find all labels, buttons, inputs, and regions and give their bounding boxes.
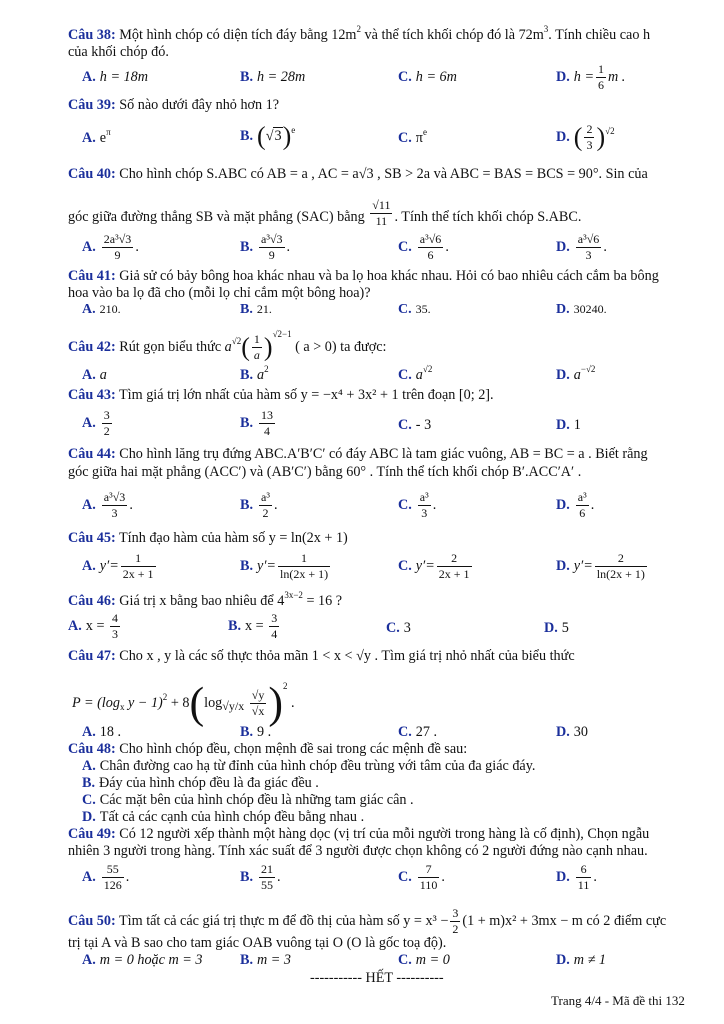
q40-line1: Câu 40: Cho hình chóp S.ABC có AB = a , AC = a√3 , SB > 2a và ABC = BAS = BCS = 90°. Sin của bbox=[68, 166, 648, 182]
q49-option-a: A. $\frac{55}{126}$ . bbox=[82, 862, 130, 892]
q42-option-c: C. $a^{√2}$ bbox=[398, 364, 433, 383]
q41-option-d: D. 30240. bbox=[556, 302, 607, 317]
q50-line1: Câu 50: Tìm tất cả các giá trị thực m để đồ thị của hàm số y = x³ − $\frac{3}{2}$ (1 + m)x² + 3mx − m có 2 điểm cực bbox=[68, 906, 667, 936]
q46-option-b: B. x = $\frac{3}{4}$ bbox=[228, 611, 278, 641]
q40-option-d: D. $\frac{\text{a³√6}}{3}$ . bbox=[556, 232, 607, 262]
q47-option-d: D. 30 bbox=[556, 724, 588, 740]
q38-label: Câu 38: bbox=[68, 27, 116, 43]
q49-option-b: B. $\frac{21}{55}$ . bbox=[240, 862, 281, 892]
q41-option-a: A. 210. bbox=[82, 302, 121, 317]
q38-text2: và thể tích khối chóp đó là 72m bbox=[360, 27, 544, 43]
q38-text3: . Tính chiều cao h bbox=[548, 27, 651, 43]
q49-option-d: D. $\frac{6}{11}$ . bbox=[556, 862, 597, 892]
q44-option-c: C. $\frac{\text{a³}}{3}$ . bbox=[398, 490, 437, 520]
q39-option-d: D. ( $\frac{2}{3}$ )$^{√2}$ bbox=[556, 122, 615, 152]
q50-option-b: B. m = 3 bbox=[240, 952, 292, 968]
q40-option-b: B. $\frac{\text{a³√3}}{9}$ . bbox=[240, 232, 291, 262]
q47-expression: $P = (\log_x$ $y - 1)^2 + 8(\log_{√y/x}$ $\frac{√y}{√x}$ )$^2$ . bbox=[72, 678, 295, 728]
q48-option-d: D. Tất cả các cạnh của hình chóp đều bằng nhau . bbox=[82, 809, 365, 825]
q42-option-a: A. a bbox=[82, 367, 107, 383]
q42-option-b: B. $a^2$ bbox=[240, 364, 269, 383]
q43-option-d: D. 1 bbox=[556, 417, 581, 433]
q42-option-d: D. $a^{-√2}$ bbox=[556, 364, 596, 383]
q43-line: Câu 43: Tìm giá trị lớn nhất của hàm số y = −x⁴ + 3x² + 1 trên đoạn [0; 2]. bbox=[68, 387, 494, 403]
q50-option-c: C. m = 0 bbox=[398, 952, 450, 968]
q44-option-a: A. $\frac{\text{a³√3}}{3}$ . bbox=[82, 490, 133, 520]
page-footer: Trang 4/4 - Mã đề thi 132 bbox=[551, 993, 685, 1008]
q48-option-b: B. Đáy của hình chóp đều là đa giác đều . bbox=[82, 775, 319, 791]
q46-option-d: D. 5 bbox=[544, 620, 569, 636]
q45-option-c: C. y′= $\frac{2}{2x + 1}$ bbox=[398, 551, 470, 581]
q50-line2: trị tại A và B sao cho tam giác OAB vuông tại O (O là gốc toạ độ). bbox=[68, 935, 447, 951]
q44-option-d: D. $\frac{\text{a³}}{6}$ . bbox=[556, 490, 595, 520]
q38-text1: Một hình chóp có diện tích đáy bằng 12m bbox=[119, 27, 357, 43]
q44-option-b: B. $\frac{\text{a³}}{2}$ . bbox=[240, 490, 278, 520]
q45-option-d: D. y′= $\frac{2}{\ln(2x + 1)}$ bbox=[556, 551, 645, 581]
q46-line: Câu 46: Giá trị x bằng bao nhiêu để $4^{3x-2} = 16$ ? bbox=[68, 590, 343, 609]
q49-line1: Câu 49: Có 12 người xếp thành một hàng dọc (vị trí của mỗi người trong hàng là cố định), Chọn ngẫu bbox=[68, 826, 650, 842]
q43-option-b: B. $\frac{13}{4}$ bbox=[240, 408, 274, 438]
q39-option-b: B. $(√3)^e$ bbox=[240, 121, 296, 151]
q45-option-b: B. y′= $\frac{1}{\ln(2x + 1)}$ bbox=[240, 551, 329, 581]
q40-option-a: A. $\frac{\text{2a³√3}}{9}$ . bbox=[82, 232, 139, 262]
q43-option-c: C. - 3 bbox=[398, 417, 432, 433]
q46-option-c: C. 3 bbox=[386, 620, 411, 636]
q44-line1: Câu 44: Cho hình lăng trụ đứng ABC.A′B′C′ có đáy ABC là tam giác vuông, AB = BC = a . Biết rằng bbox=[68, 446, 648, 462]
q47-option-c: C. 27 . bbox=[398, 724, 438, 740]
q43-option-a: A. $\frac{3}{2}$ bbox=[82, 408, 110, 438]
q39-option-c: C. $\pi^e$ bbox=[398, 127, 427, 146]
q46-option-a: A. x = $\frac{4}{3}$ bbox=[68, 611, 118, 641]
q45-line: Câu 45: Tính đạo hàm của hàm số y = ln(2x + 1) bbox=[68, 530, 348, 546]
q47-option-b: B. 9 . bbox=[240, 724, 272, 740]
q42-line: Câu 42: Rút gọn biểu thức $a^{√2}$( $\frac{1}{a}$ )$^{√2-1}$ ( a > 0) ta được: bbox=[68, 328, 387, 362]
q48-option-a: A. Chân đường cao hạ từ đỉnh của hình chóp đều trùng với tâm của đa giác đáy. bbox=[82, 758, 536, 774]
q40-option-c: C. $\frac{\text{a³√6}}{6}$ . bbox=[398, 232, 449, 262]
q41-line2: hoa vào ba lọ đã cho (mỗi lọ chỉ cắm một bông hoa)? bbox=[68, 285, 371, 301]
q47-line: Câu 47: Cho x , y là các số thực thỏa mãn 1 < x < √y . Tìm giá trị nhỏ nhất của biểu thức bbox=[68, 648, 575, 664]
q40-line2: góc giữa đường thẳng SB và mặt phẳng (SAC) bằng $\frac{√11}{11}$ . Tính thể tích khối chóp S.ABC. bbox=[68, 198, 582, 228]
q44-line2: góc giữa hai mặt phẳng (ACC′) và (AB′C′) bằng 60° . Tính thể tích khối chóp B′.ACC′A′ . bbox=[68, 464, 582, 480]
q39-option-a: A. $e^\pi$ bbox=[82, 127, 111, 146]
q48-line: Câu 48: Cho hình chóp đều, chọn mệnh đề sai trong các mệnh đề sau: bbox=[68, 741, 468, 757]
q41-line1: Câu 41: Giả sử có bảy bông hoa khác nhau và ba lọ hoa khác nhau. Hỏi có bao nhiêu cách cắm ba bông bbox=[68, 268, 659, 284]
q41-option-b: B. 21. bbox=[240, 302, 272, 317]
q47-option-a: A. 18 . bbox=[82, 724, 122, 740]
end-marker: ----------- HẾT ---------- bbox=[310, 970, 444, 986]
q49-line2: nhiên 3 người trong hàng. Tính xác suất để 3 người được chọn không có 2 người đứng nào cạnh nhau. bbox=[68, 843, 648, 859]
q50-option-a: A. m = 0 hoặc m = 3 bbox=[82, 952, 203, 968]
q38-option-b: B. h = 28m bbox=[240, 69, 306, 85]
q38-option-c: C. h = 6m bbox=[398, 69, 457, 85]
q38-option-a: A. h = 18m bbox=[82, 69, 148, 85]
q39-line: Câu 39: Số nào dưới đây nhỏ hơn 1? bbox=[68, 97, 280, 113]
q38-option-d: D. h = $\frac{1}{6}$ m . bbox=[556, 62, 626, 92]
q50-option-d: D. m ≠ 1 bbox=[556, 952, 607, 968]
q38-line1: Câu 38: Một hình chóp có diện tích đáy bằng $12m^2$ và thể tích khối chóp đó là $72m^3$. Tính chiều cao h bbox=[68, 24, 651, 43]
q49-option-c: C. $\frac{7}{110}$ . bbox=[398, 862, 445, 892]
q38-line2: của khối chóp đó. bbox=[68, 44, 169, 60]
q48-option-c: C. Các mặt bên của hình chóp đều là những tam giác cân . bbox=[82, 792, 414, 808]
q41-option-c: C. 35. bbox=[398, 302, 431, 317]
q45-option-a: A. y′= $\frac{1}{2x + 1}$ bbox=[82, 551, 154, 581]
